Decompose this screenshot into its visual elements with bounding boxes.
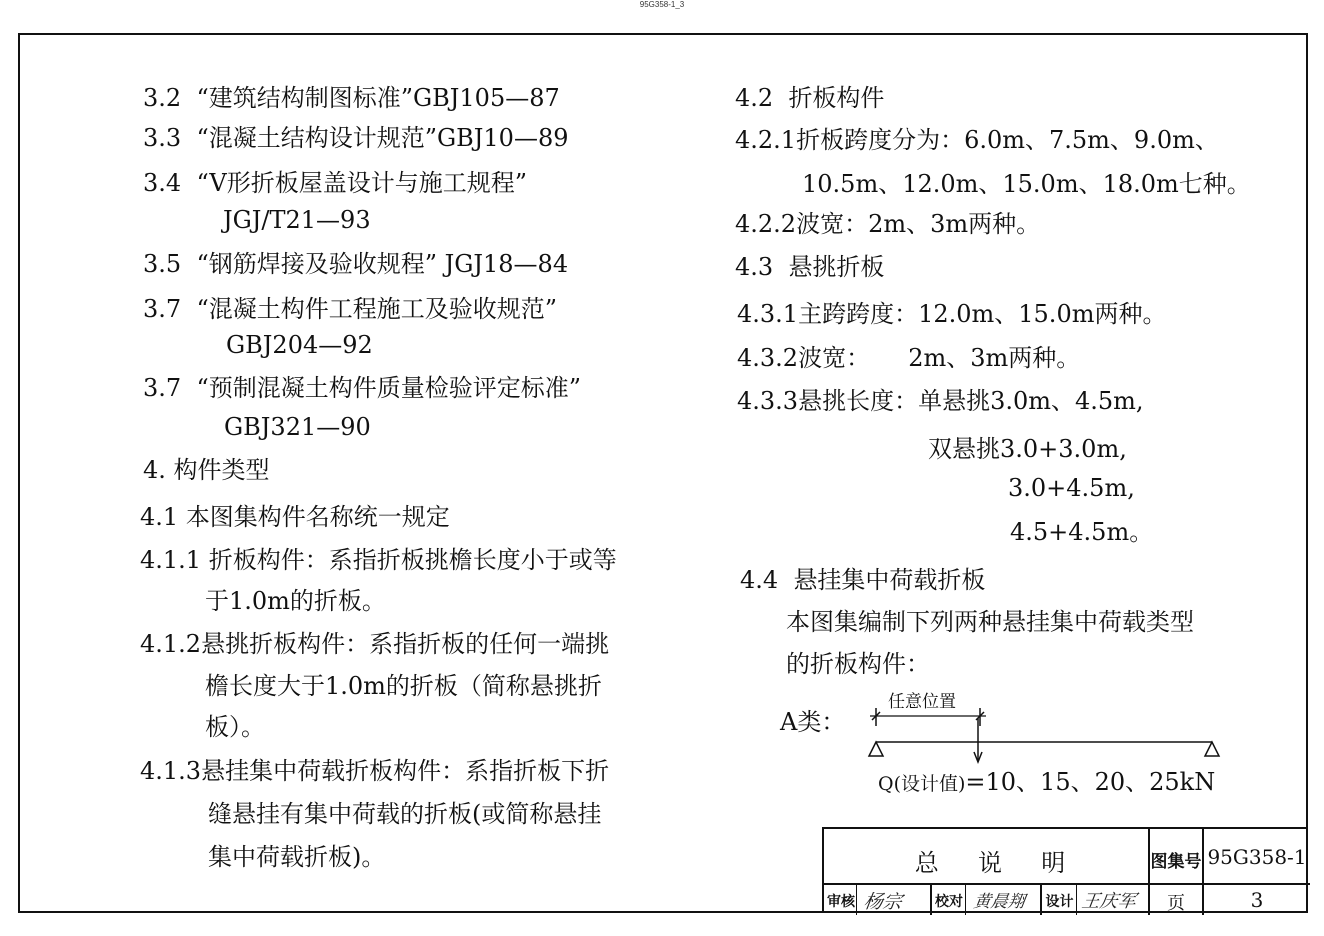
list-item: 3.0+4.5m, <box>1008 474 1135 502</box>
list-item: 4.3.3悬挑长度：单悬挑3.0m、4.5m, <box>737 387 1144 415</box>
sheet-title: 总 说 明 <box>914 849 1074 877</box>
section-heading: 4.2 折板构件 <box>735 84 885 112</box>
list-item: 4.1 本图集构件名称统一规定 <box>140 503 450 531</box>
review-signature: 杨宗 <box>862 891 904 913</box>
list-item: 3.5 “钢筋焊接及验收规程” JGJ18—84 <box>143 250 569 278</box>
list-item: 3.4 “V形折板屋盖设计与施工规程” <box>143 169 527 197</box>
list-item: 4.3.1主跨跨度：12.0m、15.0m两种。 <box>737 300 1167 328</box>
check-label: 校对 <box>935 894 963 910</box>
title-block-divider <box>824 883 1310 885</box>
list-item: JGJ/T21—93 <box>223 206 371 234</box>
design-label: 设计 <box>1045 894 1074 910</box>
list-item: 4.2.2波宽：2m、3m两种。 <box>735 210 1041 238</box>
list-item: 檐长度大于1.0m的折板（简称悬挑折 <box>205 672 602 700</box>
page-label: 页 <box>1167 893 1185 914</box>
load-formula: Q(设计值)=10、15、20、25kN <box>878 768 1216 796</box>
list-item: 4.1.1 折板构件：系指折板挑檐长度小于或等 <box>140 546 617 574</box>
title-block-divider <box>856 883 857 915</box>
section-heading: 4.4 悬挂集中荷载折板 <box>740 566 986 594</box>
beam-diagram <box>860 700 1230 770</box>
list-item: GBJ204—92 <box>226 331 373 359</box>
list-item: 双悬挑3.0+3.0m, <box>928 435 1127 463</box>
title-block-divider <box>930 883 932 915</box>
list-item: GBJ321—90 <box>224 413 371 441</box>
atlas-number-label: 图集号 <box>1150 852 1202 872</box>
position-label: 任意位置 <box>888 692 956 712</box>
list-item: 3.3 “混凝土结构设计规范”GBJ10—89 <box>143 124 569 152</box>
list-item: 4.3.2波宽： 2m、3m两种。 <box>737 344 1081 372</box>
list-item: 4.2.1折板跨度分为：6.0m、7.5m、9.0m、 <box>735 126 1219 154</box>
review-label: 审核 <box>827 894 855 910</box>
check-signature: 黄晨翔 <box>972 892 1027 912</box>
list-item: 本图集编制下列两种悬挂集中荷载类型 <box>786 608 1194 636</box>
title-block-divider <box>1076 883 1077 915</box>
section-heading: 4. 构件类型 <box>143 456 270 484</box>
document-tag: 95G358-1_3 <box>639 0 685 9</box>
list-item: 3.7 “混凝土构件工程施工及验收规范” <box>143 295 557 323</box>
list-item: 3.7 “预制混凝土构件质量检验评定标准” <box>143 374 581 402</box>
design-signature: 王庆军 <box>1080 891 1138 912</box>
list-item: 缝悬挂有集中荷载的折板(或简称悬挂 <box>208 800 602 828</box>
class-label: A类： <box>780 708 846 736</box>
list-item: 4.1.3悬挂集中荷载折板构件：系指折板下折 <box>140 757 610 785</box>
title-block-divider <box>965 883 966 915</box>
title-block-divider <box>1040 883 1042 915</box>
page-number: 3 <box>1250 888 1264 912</box>
list-item: 板）。 <box>205 713 265 741</box>
title-block <box>822 827 1308 913</box>
list-item: 4.1.2悬挑折板构件：系指折板的任何一端挑 <box>140 630 610 658</box>
list-item: 4.5+4.5m。 <box>1010 518 1154 546</box>
list-item: 集中荷载折板)。 <box>208 843 386 871</box>
list-item: 10.5m、12.0m、15.0m、18.0m七种。 <box>802 170 1251 198</box>
section-heading: 4.3 悬挑折板 <box>735 253 885 281</box>
atlas-number: 95G358-1 <box>1207 845 1307 869</box>
list-item: 3.2 “建筑结构制图标准”GBJ105—87 <box>143 84 560 112</box>
list-item: 的折板构件： <box>786 650 930 678</box>
list-item: 于1.0m的折板。 <box>205 587 386 615</box>
